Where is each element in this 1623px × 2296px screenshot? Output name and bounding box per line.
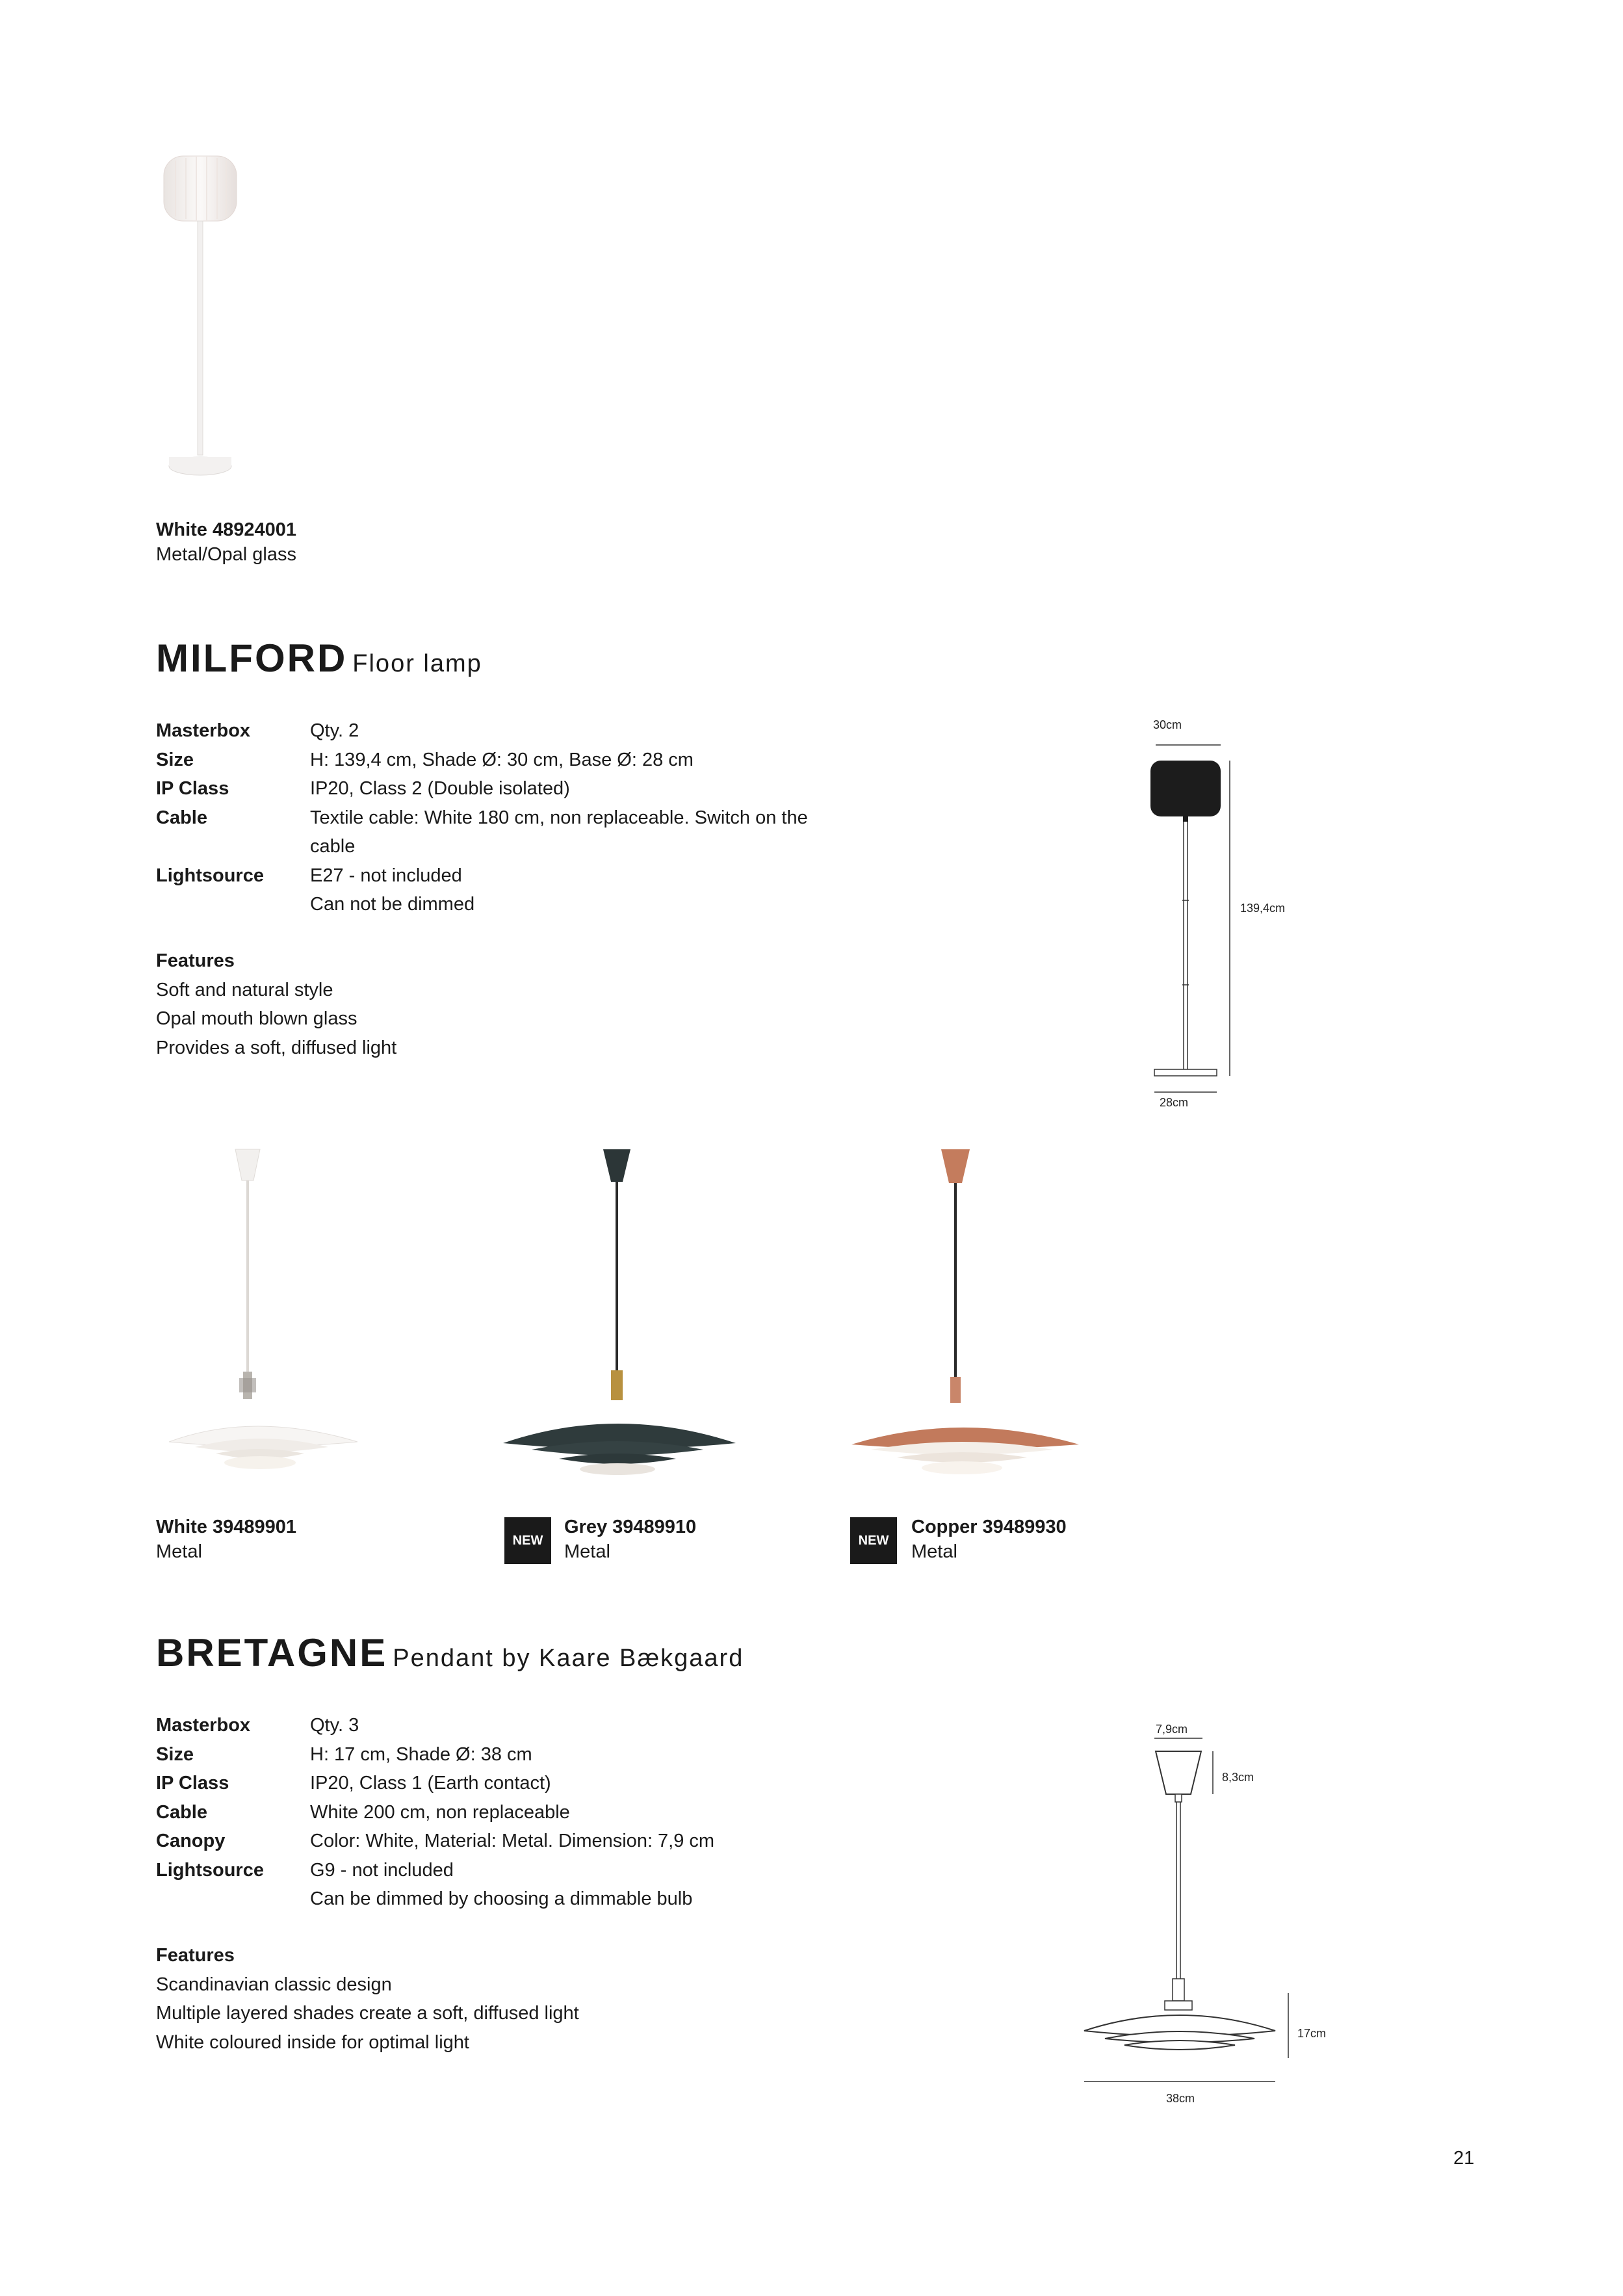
spec-row — [156, 1856, 869, 1885]
bretagne-title — [156, 1630, 744, 1681]
milford-features — [156, 946, 396, 1062]
spec-row — [156, 1740, 869, 1769]
spec-row — [156, 803, 869, 861]
spec-value: Can be dimmed by choosing a dimmable bulb — [310, 1888, 693, 1909]
bretagne-dim-width: 38cm — [1166, 2092, 1195, 2105]
spec-value: Color: White, Material: Metal. Dimension: 7,9 cm — [310, 1831, 715, 1851]
milford-dim-height: 139,4cm — [1240, 902, 1286, 915]
spec-row — [156, 746, 869, 775]
feature-item: Opal mouth blown glass — [156, 1008, 357, 1029]
spec-key: IP Class — [156, 1773, 229, 1794]
spec-key — [156, 1885, 310, 1914]
variant-material-copper: Metal — [911, 1541, 957, 1562]
feature-item: White coloured inside for optimal light — [156, 2031, 469, 2053]
spec-value: H: 17 cm, Shade Ø: 38 cm — [310, 1743, 532, 1765]
bretagne-dim-canopy-height: 8,3cm — [1222, 1771, 1254, 1784]
feature-item: Soft and natural style — [156, 979, 333, 1000]
bretagne-features — [156, 1941, 579, 2057]
spec-row — [156, 716, 869, 746]
spec-value: Can not be dimmed — [310, 894, 475, 915]
floor-lamp-photo — [149, 146, 253, 497]
grey-pendant-photo — [494, 1144, 741, 1482]
feature-item: Scandinavian classic design — [156, 1974, 392, 1995]
page-number: 21 — [1453, 2148, 1475, 2169]
milford-dim-base: 28cm — [1160, 1096, 1189, 1109]
spec-row — [156, 774, 869, 803]
spec-key — [156, 890, 310, 919]
features-heading: Features — [156, 1945, 235, 1966]
spec-row — [156, 1885, 869, 1914]
spec-row — [156, 1711, 869, 1740]
spec-key: Size — [156, 1743, 194, 1765]
bretagne-dim-height: 17cm — [1297, 2027, 1327, 2040]
spec-row — [156, 1827, 869, 1856]
spec-key: IP Class — [156, 778, 229, 799]
bretagne-specs — [156, 1711, 869, 1914]
spec-value: IP20, Class 1 (Earth contact) — [310, 1773, 551, 1794]
spec-key: Lightsource — [156, 865, 264, 886]
spec-key: Cable — [156, 1801, 207, 1823]
spec-key: Masterbox — [156, 1715, 251, 1736]
top-product-variant: White 48924001 — [156, 519, 297, 540]
spec-value: E27 - not included — [310, 865, 462, 886]
spec-value: IP20, Class 2 (Double isolated) — [310, 778, 570, 799]
variant-label-white: White 39489901 — [156, 1517, 297, 1537]
bretagne-name: BRETAGNE — [156, 1631, 388, 1675]
spec-key: Masterbox — [156, 720, 251, 741]
variant-material-grey: Metal — [564, 1541, 610, 1562]
bretagne-subtitle: Pendant by Kaare Bækgaard — [393, 1645, 744, 1672]
milford-dim-top: 30cm — [1153, 718, 1182, 731]
spec-value: Textile cable: White 180 cm, non replaceable. Switch on the cable — [310, 807, 808, 857]
variant-material-white: Metal — [156, 1541, 202, 1562]
bretagne-dimension-drawing — [1079, 1733, 1306, 2097]
spec-key: Cable — [156, 807, 207, 828]
spec-value: Qty. 3 — [310, 1715, 359, 1736]
bretagne-dim-canopy-width: 7,9cm — [1156, 1723, 1188, 1736]
spec-key: Size — [156, 749, 194, 770]
copper-pendant-photo — [838, 1144, 1092, 1482]
milford-name: MILFORD — [156, 636, 348, 680]
spec-value: H: 139,4 cm, Shade Ø: 30 cm, Base Ø: 28 cm — [310, 749, 694, 770]
milford-dimension-drawing — [1131, 741, 1261, 1105]
feature-item: Multiple layered shades create a soft, diffused light — [156, 2003, 579, 2024]
spec-row — [156, 1769, 869, 1798]
spec-key: Lightsource — [156, 1859, 264, 1881]
variant-label-copper: Copper 39489930 — [911, 1517, 1067, 1537]
spec-key: Canopy — [156, 1831, 226, 1851]
milford-specs — [156, 716, 869, 919]
new-badge: NEW — [850, 1517, 897, 1564]
spec-row — [156, 1798, 869, 1827]
spec-value: Qty. 2 — [310, 720, 359, 741]
variant-label-grey: Grey 39489910 — [564, 1517, 697, 1537]
spec-value: White 200 cm, non replaceable — [310, 1801, 570, 1823]
feature-item: Provides a soft, diffused light — [156, 1037, 397, 1058]
top-product-material: Metal/Opal glass — [156, 544, 296, 565]
new-badge: NEW — [504, 1517, 551, 1564]
features-heading: Features — [156, 950, 235, 971]
spec-row — [156, 890, 869, 919]
white-pendant-photo — [156, 1144, 370, 1482]
spec-row — [156, 861, 869, 891]
milford-title — [156, 636, 482, 686]
milford-subtitle: Floor lamp — [352, 650, 482, 677]
spec-value: G9 - not included — [310, 1859, 454, 1881]
